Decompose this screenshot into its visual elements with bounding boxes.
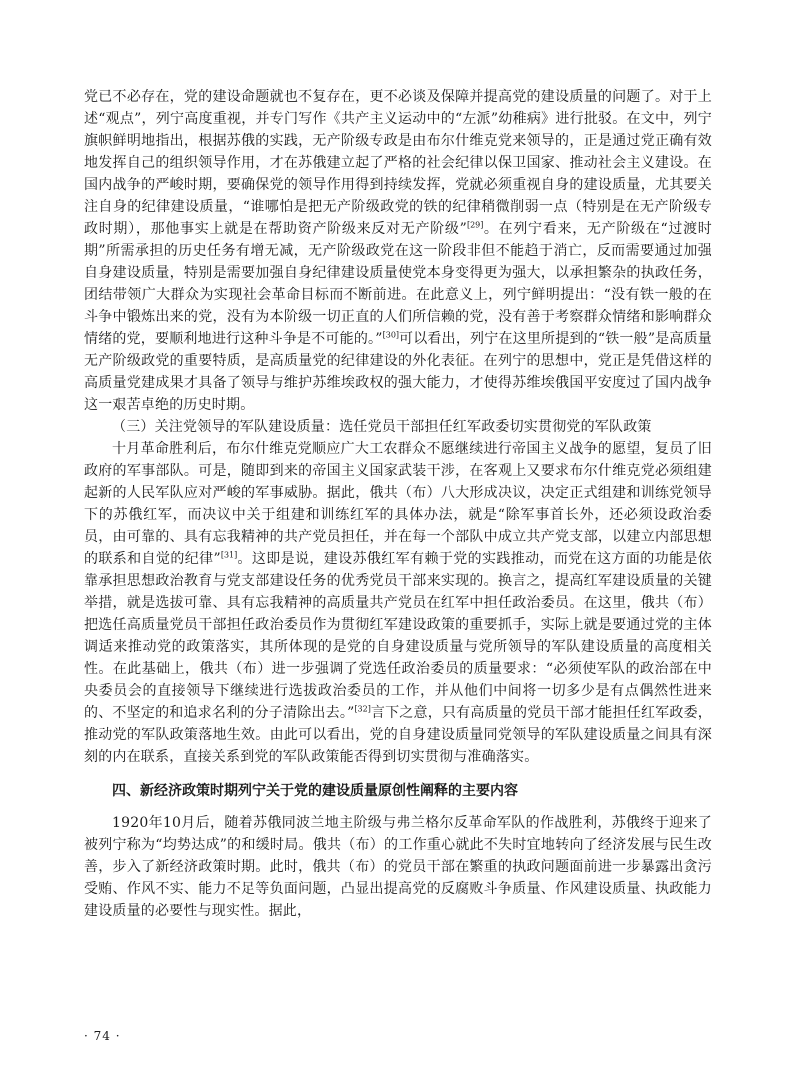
citation-30: [30] (382, 330, 400, 340)
citation-32: [32] (354, 704, 371, 714)
article-body (84, 86, 712, 922)
paragraph-4: 1920年10月后，随着苏俄同波兰地主阶级与弗兰格尔反革命军队的作战胜利，苏俄终于迎来了被列宁称为“均势达成”的和缓时局。俄共（布）的工作重心就此不失时宜地转向了经济发展与民生改善，步入了新经济政策时期。此时，俄共（布）的党员干部在繁重的执政问题面前进一步暴露出贪污受贿、作风不实、能力不足等负面问题，凸显出提高党的反腐败斗争质量、作风建设质量、执政能力建设质量的必要性与现实性。据此， (84, 815, 712, 919)
paragraph-1-part-1: 党已不必存在，党的建设命题就也不复存在，更不必谈及保障并提高党的建设质量的问题了。对于上述“观点”，列宁高度重视，并专门写作《共产主义运动中的“左派”幼稚病》进行批驳。在文中，列宁旗帜鲜明地指出，根据苏俄的实践，无产阶级专政是由布尔什维克党来领导的，正是通过党正确有效地发挥自己的组织领导作用，才在苏俄建立起了严格的社会纪律以保卫国家、推动社会主义建设。在国内战争的严峻时期，要确保党的领导作用得到持续发挥，党就必须重视自身的建设质量，尤其要关注自身的纪律建设质量，“谁哪怕是把无产阶级政党的铁的纪律稍微削弱一点（特别是在无产阶级专政时期），那他事实上就是在帮助资产阶级来反对无产阶级” (84, 89, 712, 237)
page-number: · 74 · (84, 1029, 121, 1043)
paragraph-3-part-2: 。这即是说，建设苏俄红军有赖于党的实践推动，而党在这方面的功能是依靠承担思想政治教育与党支部建设任务的优秀党员干部来实现的。换言之，提高红军建设质量的关键举措，就是选拔可靠、具有忘我精神的高质量共产党员在红军中担任政治委员。在这里，俄共（布）把选任高质量党员干部担任政治委员作为贯彻红军建设政策的重要抓手，实际上就是要通过党的主体调适来推动党的政策落实，其所体现的是党的自身建设质量与党所领导的军队建设质量的高度相关性。在此基础上，俄共（布）进一步强调了党选任政治委员的质量要求：“必须使军队的政治部在中央委员会的直接领导下继续进行选拔政治委员的工作，并从他们中间将一切多少是有点偶然性进来的、不坚定的和追求名利的分子清除出去。” (84, 551, 712, 721)
paragraph-1-part-3: 可以看出，列宁在这里所提到的“铁一般”是高质量无产阶级政党的重要特质，是高质量党的纪律建设的外化表征。在列宁的思想中，党正是凭借这样的高质量党建成果才具备了领导与维护苏维埃政权的强大能力，才使得苏维埃俄国平安度过了国内战争这一艰苦卓绝的历史时期。 (84, 331, 712, 413)
paragraph-3-part-1: 十月革命胜利后，布尔什维克党顺应广大工农群众不愿继续进行帝国主义战争的愿望，复员了旧政府的军事部队。可是，随即到来的帝国主义国家武装干涉，在客观上又要求布尔什维克党必须组建起新的人民军队应对严峻的军事威胁。据此，俄共（布）八大形成决议，决定正式组建和训练党领导下的苏俄红军，而决议中关于组建和训练红军的具体办法，就是“除军事首长外，还必须设政治委员，由可靠的、具有忘我精神的共产党员担任，并在每一个部队中成立共产党支部，以建立内部思想的联系和自觉的纪律” (84, 441, 712, 567)
paragraph-3-part-3: 言下之意，只有高质量的党员干部才能担任红军政委，推动党的军队政策落地生效。由此可以看出，党的自身建设质量同党领导的军队建设质量之间具有深刻的内在联系，直接关系到党的军队政策能否得到切实贯彻与准确落实。 (84, 705, 712, 765)
section-heading: 四、新经济政策时期列宁关于党的建设质量原创性阐释的主要内容 (112, 783, 518, 799)
paragraph-1 (84, 86, 712, 416)
citation-29: [29] (466, 220, 484, 230)
paragraph-3 (84, 438, 712, 768)
citation-31: [31] (220, 550, 238, 560)
paragraph-1-part-2: 。在列宁看来，无产阶级在“过渡时期”所需承担的历史任务有增无减，无产阶级政党在这一阶段非但不能趋于消亡，反而需要通过加强自身建设质量，特别是需要加强自身纪律建设质量使党本身变得更为强大，以承担繁杂的执政任务，团结带领广大群众为实现社会革命目标而不断前进。在此意义上，列宁鲜明提出：“没有铁一般的在斗争中锻炼出来的党，没有为本阶级一切正直的人们所信赖的党，没有善于考察群众情绪和影响群众情绪的党，要顺利地进行这种斗争是不可能的。” (84, 221, 712, 347)
subsection-title: （三）关注党领导的军队建设质量：选任党员干部担任红军政委切实贯彻党的军队政策 (112, 419, 652, 435)
